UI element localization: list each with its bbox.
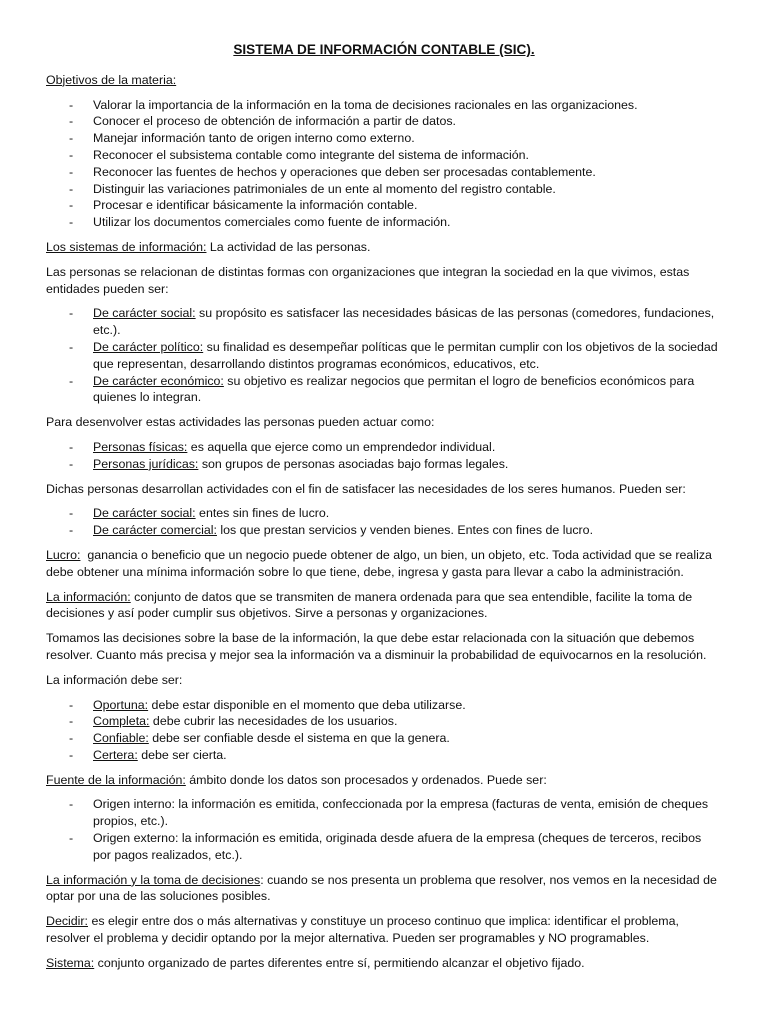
list-item: - De carácter social: entes sin fines de lucro. xyxy=(69,506,330,521)
list-item: - De carácter político: su finalidad es desempeñar políticas que le permitan cumplir con los objetivos de la sociedad que representan, desarrollando distintos programas económicos, educativos, etc. xyxy=(69,339,718,371)
entidades-list xyxy=(46,305,722,406)
list-item: - Conocer el proceso de obtención de información a partir de datos. xyxy=(69,114,456,129)
list-item: - Utilizar los documentos comerciales como fuente de información. xyxy=(69,215,451,230)
objetivos-list xyxy=(46,97,722,231)
informacion-paragraph: La información: conjunto de datos que se transmiten de manera ordenada para que sea entendible, facilite la toma de decisiones y así poder cumplir sus objetivos. Sirve a personas y organizaciones. xyxy=(46,589,693,621)
list-item: - Manejar información tanto de origen interno como externo. xyxy=(69,131,415,146)
list-item: - Valorar la importancia de la información en la toma de decisiones racionales en las organizaciones. xyxy=(69,97,638,112)
list-item: - De carácter comercial: los que prestan servicios y venden bienes. Entes con fines de lucro. xyxy=(69,523,594,538)
list-item: - Completa: debe cubrir las necesidades de los usuarios. xyxy=(69,714,398,729)
list-item: - De carácter económico: su objetivo es realizar negocios que permitan el logro de beneficios económicos para quienes lo integran. xyxy=(69,373,695,405)
fuente-paragraph: Fuente de la información: ámbito donde los datos son procesados y ordenados. Puede ser: xyxy=(46,772,547,787)
list-item: - Distinguir las variaciones patrimoniales de un ente al momento del registro contable. xyxy=(69,181,556,196)
list-item: - Personas físicas: es aquella que ejerce como un emprendedor individual. xyxy=(69,439,496,454)
list-item: - Personas jurídicas: son grupos de personas asociadas bajo formas legales. xyxy=(69,456,509,471)
list-item: - Origen externo: la información es emitida, originada desde afuera de la empresa (cheques de terceros, recibos por pagos realizados, etc.). xyxy=(69,831,702,862)
debe-ser-intro-paragraph: La información debe ser: xyxy=(46,672,183,687)
origenes-list xyxy=(46,796,722,863)
list-item: - Certera: debe ser cierta. xyxy=(69,747,227,762)
caracter-list xyxy=(46,505,722,539)
tipos-personas-list xyxy=(46,439,722,473)
list-item: - Confiable: debe ser confiable desde el sistema en que la genera. xyxy=(69,731,450,746)
list-item: - Procesar e identificar básicamente la información contable. xyxy=(69,198,418,213)
list-item: - Reconocer las fuentes de hechos y operaciones que deben ser procesadas contablemente. xyxy=(69,164,596,179)
document-title: SISTEMA DE INFORMACIÓN CONTABLE (SIC). xyxy=(233,42,535,57)
list-item: - De carácter social: su propósito es satisfacer las necesidades básicas de las personas (comedores, fundaciones, etc.). xyxy=(69,306,715,338)
list-item: - Reconocer el subsistema contable como integrante del sistema de información. xyxy=(69,147,529,162)
personas-intro-paragraph: Las personas se relacionan de distintas formas con organizaciones que integran la sociedad en la que vivimos, estas entidades pueden ser: xyxy=(46,264,690,296)
decisiones-paragraph: Tomamos las decisiones sobre la base de la información, la que debe estar relacionada con la situación que debemos resolver. Cuanto más precisa y mejor sea la información va a disminuir la probabilidad de equivocarnos en la resolución. xyxy=(46,631,707,662)
decidir-paragraph: Decidir: es elegir entre dos o más alternativas y constituye un proceso continuo que implica: identificar el problema, resolver el problema y decidir optando por la mejor alternativa. Pueden ser programables y NO programables. xyxy=(46,914,679,946)
sistema-paragraph: Sistema: conjunto organizado de partes diferentes entre sí, permitiendo alcanzar el objetivo fijado. xyxy=(46,955,585,970)
list-item: - Oportuna: debe estar disponible en el momento que deba utilizarse. xyxy=(69,697,466,712)
actividades-intro-paragraph: Dichas personas desarrollan actividades con el fin de satisfacer las necesidades de los seres humanos. Pueden ser: xyxy=(46,481,686,496)
lucro-paragraph: Lucro: ganancia o beneficio que un negocio puede obtener de algo, un bien, un objeto, etc. Toda actividad que se realiza debe obtener una mínima información sobre lo que tiene, debe, ingresa y gasta para llevar a cabo la administración. xyxy=(46,547,716,579)
sistemas-paragraph: Los sistemas de información: La actividad de las personas. xyxy=(46,239,371,254)
toma-decisiones-paragraph: La información y la toma de decisiones: cuando se nos presenta un problema que resolver, nos vemos en la necesidad de optar por una de las soluciones posibles. xyxy=(46,872,717,904)
cualidades-list xyxy=(46,697,722,764)
actuar-intro-paragraph: Para desenvolver estas actividades las personas pueden actuar como: xyxy=(46,415,435,430)
list-item: - Origen interno: la información es emitida, confeccionada por la empresa (facturas de venta, emisión de cheques propios, etc.). xyxy=(69,797,709,829)
objetivos-heading: Objetivos de la materia: xyxy=(46,72,177,87)
